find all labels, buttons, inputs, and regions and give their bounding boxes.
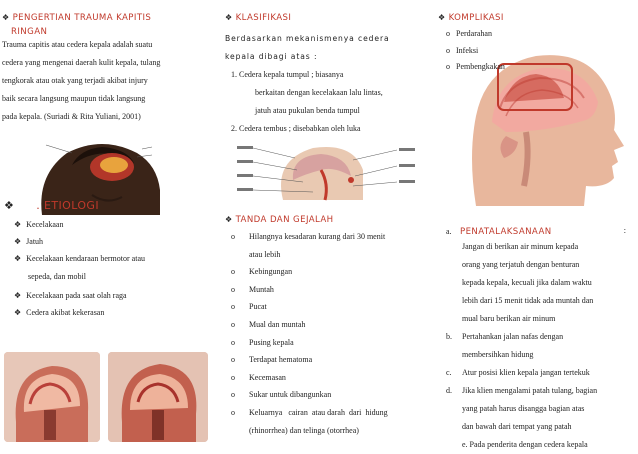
brain-injury-image-left xyxy=(4,352,100,442)
list-item: ❖ Cedera akibat kekerasan xyxy=(14,308,105,317)
list-item: o Pembengkakan xyxy=(446,62,505,71)
brain-injury-image-right xyxy=(108,352,208,442)
list-item: o Pucat xyxy=(231,302,267,312)
tanda-heading: ❖ TANDA DAN GEJALAH xyxy=(225,215,334,225)
komplikasi-heading: ❖ KOMPLIKASI xyxy=(438,13,504,23)
list-item: o Terdapat hematoma xyxy=(231,355,313,365)
list-item: ❖ Kecelakaan xyxy=(14,220,64,229)
list-item: o Kebingungan xyxy=(231,267,293,277)
list-item: o Pusing kepala xyxy=(231,337,294,347)
head-anatomy-diagram xyxy=(233,140,417,202)
list-item: o Kecemasan xyxy=(231,372,286,382)
list-item: sepeda, dan mobil xyxy=(28,272,86,281)
etiologi-list xyxy=(14,216,210,321)
list-item: c. Atur posisi klien kepala jangan tertekuk xyxy=(446,368,590,377)
pengertian-heading-line2: RINGAN xyxy=(11,27,48,37)
penatalaksanaan-list xyxy=(446,238,626,454)
list-item: dan bawah dari tempat yang patah xyxy=(462,422,572,431)
column-komplikasi xyxy=(432,0,638,452)
pengertian-text: Trauma capitis atau cedera kepala adalah suatu cedera yang mengenai daerah kulit kepala, tulang tengkorak atau otak yang terjadi akibat injury baik secara langsung maupun tidak langsung pada kepala. (Suriadi & Rita Yuliani, 2001) xyxy=(2,40,161,121)
list-item: d. Jika klien mengalami patah tulang, bagian xyxy=(446,386,598,395)
klasifikasi-heading: ❖ KLASIFIKASI xyxy=(225,13,292,23)
etiologi-heading: ❖ . ETIOLOGI xyxy=(4,199,99,212)
tanda-list xyxy=(231,228,421,439)
list-item: (rhinorrhea) dan telinga (otorrhea) xyxy=(249,425,359,435)
list-item: jatuh atau pukulan benda tumpul xyxy=(255,106,360,115)
list-item: o Infeksi xyxy=(446,45,479,55)
penatalaksanaan-heading: a. PENATALAKSANAAN : xyxy=(446,226,626,237)
list-item: mual baru berikan air minum xyxy=(462,314,556,323)
list-item: o Muntah xyxy=(231,284,274,294)
list-item: ❖ Jatuh xyxy=(14,237,44,246)
list-item: ❖ Kecelakaan pada saat olah raga xyxy=(14,291,127,300)
list-item: o Hilangnya kesadaran kurang dari 30 menit xyxy=(231,232,386,241)
list-item: 1. Cedera kepala tumpul ; biasanya xyxy=(231,70,344,79)
komplikasi-list xyxy=(446,26,546,76)
list-item: atau lebih xyxy=(249,249,281,259)
list-item: b. Pertahankan jalan nafas dengan xyxy=(446,332,564,341)
list-item: yang patah harus disangga bagian atas xyxy=(462,404,585,413)
list-item: o Mual dan muntah xyxy=(231,319,306,329)
list-item: orang yang terjatuh dengan benturan xyxy=(462,260,580,269)
column-pengertian xyxy=(0,0,212,452)
list-item: e. Pada penderita dengan cedera kepala xyxy=(462,440,588,449)
pengertian-heading: ❖ PENGERTIAN TRAUMA KAPITIS xyxy=(2,13,152,23)
list-item: o Sukar untuk dibangunkan xyxy=(231,390,332,400)
klasifikasi-intro: Berdasarkan mekanismenya cedera kepala dibagi atas : xyxy=(225,34,390,61)
list-item: ❖ Kecelakaan kendaraan bermotor atau xyxy=(14,254,145,263)
list-item: lebih dari 15 menit tidak ada muntah dan xyxy=(462,296,594,305)
list-item: membersihkan hidung xyxy=(462,350,534,359)
list-item: o Keluarnya cairan atau darah dari hidung xyxy=(231,407,388,417)
list-item: berkaitan dengan kecelakaan lalu lintas, xyxy=(255,88,383,97)
list-item: 2. Cedera tembus ; disebabkan oleh luka xyxy=(231,124,361,133)
list-item: o Perdarahan xyxy=(446,29,492,38)
list-item: kepada kepala, kecuali jika dalam waktu xyxy=(462,278,592,287)
list-item: Jangan di berikan air minum kepada xyxy=(462,242,579,251)
column-klasifikasi xyxy=(225,0,421,452)
